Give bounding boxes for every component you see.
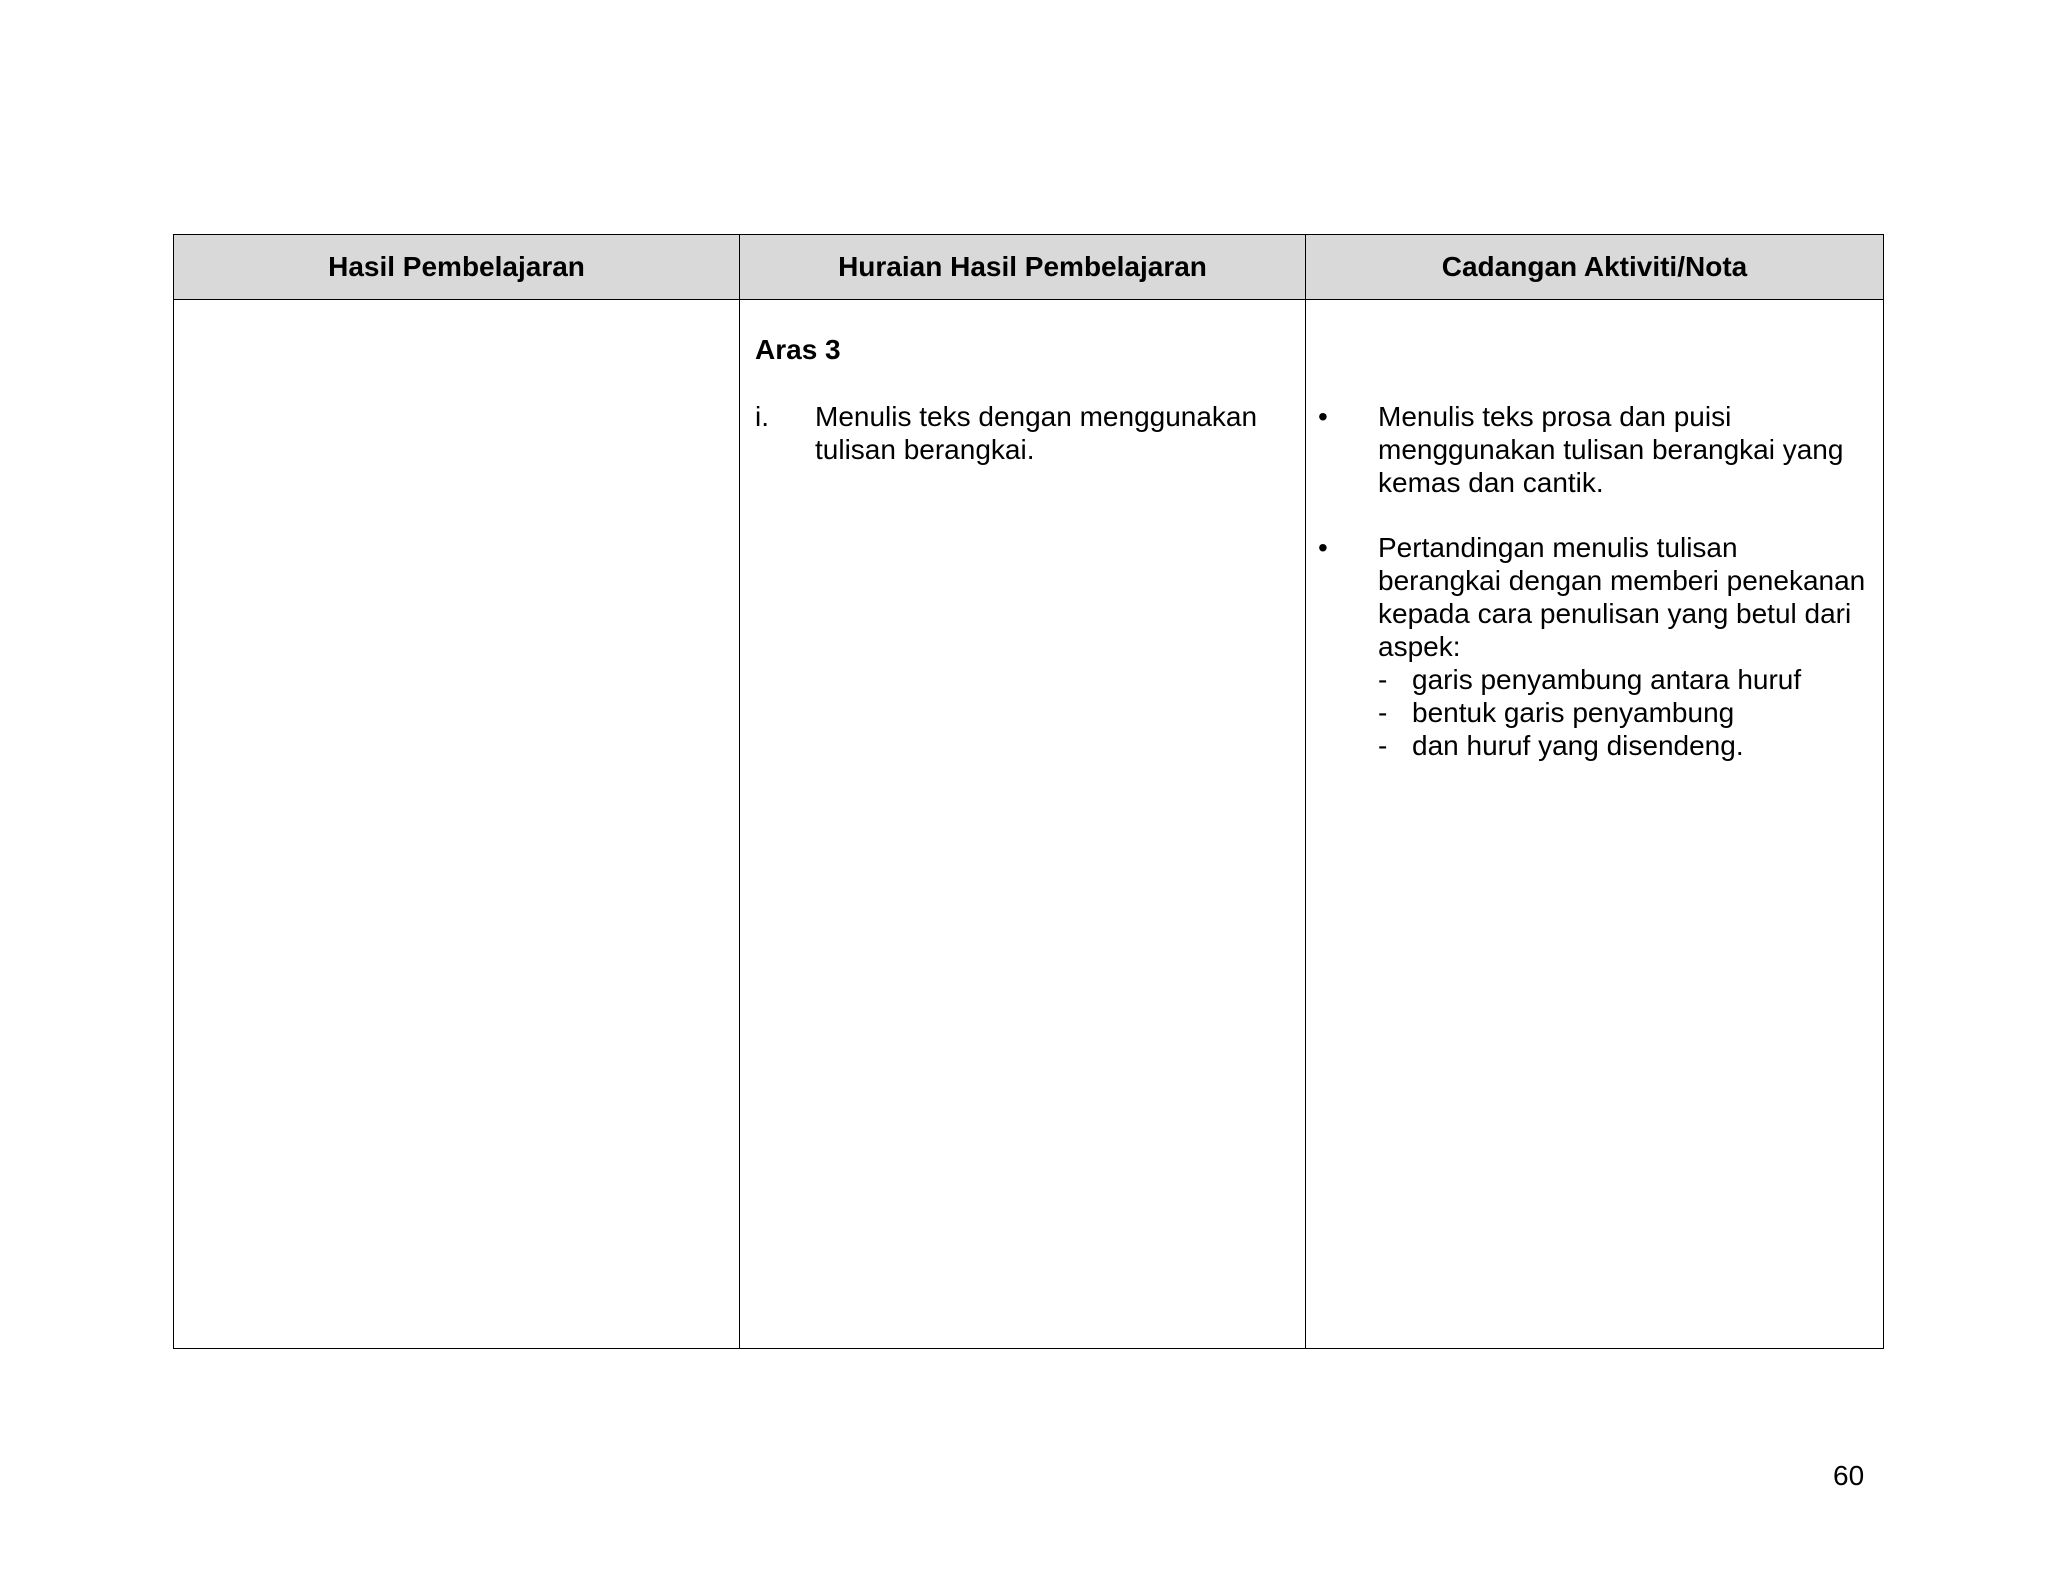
level-title: Aras 3 — [755, 334, 841, 365]
bullet-icon: • — [1318, 401, 1328, 432]
sub-list-item — [1378, 663, 1868, 696]
dash-icon: - — [1378, 697, 1388, 728]
learning-outcomes-table — [173, 234, 1884, 1349]
dash-icon: - — [1378, 664, 1388, 695]
cell-cadangan — [1306, 300, 1884, 1349]
header-hasil-pembelajaran: Hasil Pembelajaran — [174, 235, 740, 300]
sub-item-text: dan huruf yang disendeng. — [1412, 730, 1744, 761]
item-number: i. — [755, 401, 769, 432]
sub-item-text: garis penyambung antara huruf — [1412, 664, 1802, 695]
bullet-item — [1318, 531, 1868, 762]
bullet-text: Menulis teks prosa dan puisi menggunakan tulisan berangkai yang kemas dan cantik. — [1378, 401, 1844, 498]
sub-list-item — [1378, 696, 1868, 729]
page-number: 60 — [1833, 1460, 1865, 1491]
bullet-item — [1318, 400, 1868, 499]
dash-icon: - — [1378, 730, 1388, 761]
bullet-icon: • — [1318, 532, 1328, 563]
bullet-text: Pertandingan menulis tulisan berangkai dengan memberi penekanan kepada cara penulisan yang betul dari aspek: — [1378, 532, 1866, 662]
header-huraian-hasil-pembelajaran: Huraian Hasil Pembelajaran — [740, 235, 1306, 300]
sub-item-text: bentuk garis penyambung — [1412, 697, 1735, 728]
table-header-row — [174, 235, 1884, 300]
cell-huraian — [740, 300, 1306, 1349]
cell-hasil-pembelajaran — [174, 300, 740, 1349]
numbered-item — [755, 400, 1295, 466]
table-row — [174, 300, 1884, 1349]
sub-item-list — [1318, 663, 1868, 762]
item-text: Menulis teks dengan menggunakan tulisan berangkai. — [815, 401, 1258, 465]
header-cadangan-aktiviti: Cadangan Aktiviti/Nota — [1306, 235, 1884, 300]
sub-list-item — [1378, 729, 1868, 762]
